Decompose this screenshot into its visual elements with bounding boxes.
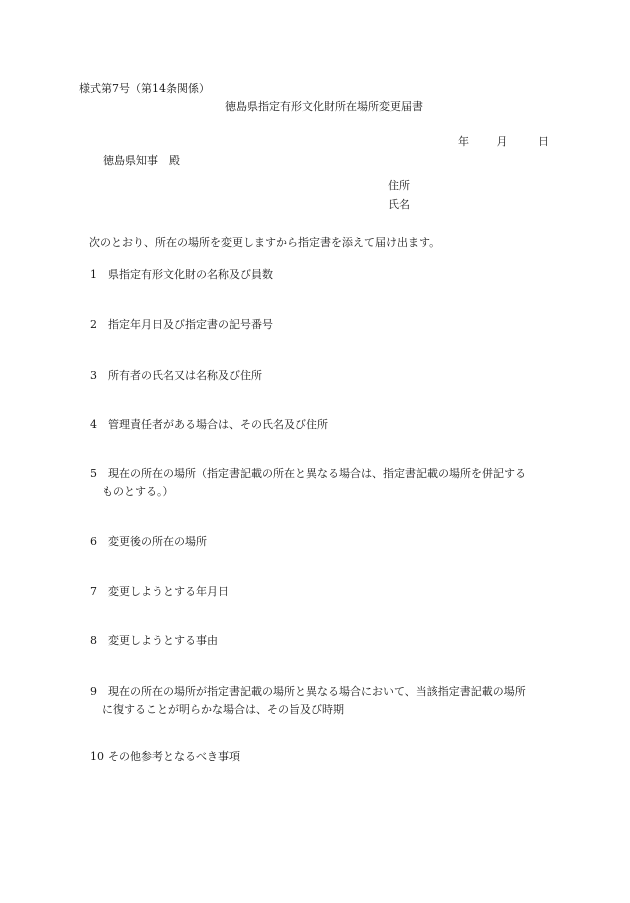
item-text: 県指定有形文化財の名称及び員数 [108, 268, 273, 281]
item-text: 変更しようとする事由 [108, 634, 218, 647]
item-text-line2: に復することが明らかな場合は、その旨及び時期 [102, 703, 344, 716]
item-number: 10 [90, 750, 104, 763]
date-year-label: 年 [458, 135, 469, 148]
item-number: 2 [90, 318, 97, 331]
item-text: 所有者の氏名又は名称及び住所 [108, 369, 262, 382]
item-text [102, 683, 558, 719]
address-label: 住所 [388, 179, 410, 192]
addressee: 徳島県知事 殿 [103, 154, 180, 167]
list-item-9 [90, 683, 560, 719]
date-month-label: 月 [496, 135, 508, 148]
item-number: 4 [90, 418, 97, 431]
form-number: 様式第7号（第14条関係） [79, 82, 210, 95]
item-number: 9 [90, 685, 97, 698]
intro-statement: 次のとおり、所在の場所を変更しますから指定書を添えて届け出ます。 [89, 236, 441, 249]
date-day-label: 日 [538, 135, 549, 148]
item-text: その他参考となるべき事項 [108, 750, 240, 763]
item-text-line1: 現在の所在の場所が指定書記載の場所と異なる場合において、当該指定書記載の場所 [108, 685, 526, 698]
item-text [102, 465, 558, 501]
date-line [458, 133, 549, 149]
name-label: 氏名 [388, 198, 410, 211]
item-text: 指定年月日及び指定書の記号番号 [108, 318, 273, 331]
item-number: 8 [90, 634, 97, 647]
item-number: 7 [90, 585, 97, 598]
item-text: 管理責任者がある場合は、その氏名及び住所 [108, 418, 328, 431]
item-text: 変更後の所在の場所 [108, 535, 207, 548]
list-item-5 [90, 465, 560, 501]
item-number: 5 [90, 467, 97, 480]
item-number: 3 [90, 369, 97, 382]
item-text-line1: 現在の所在の場所（指定書記載の所在と異なる場合は、指定書記載の場所を併記する [108, 467, 526, 480]
item-number: 1 [90, 268, 97, 281]
document-title: 徳島県指定有形文化財所在場所変更届書 [225, 100, 423, 113]
item-text-line2: ものとする。） [102, 485, 174, 498]
item-number: 6 [90, 535, 97, 548]
item-text: 変更しようとする年月日 [108, 585, 229, 598]
